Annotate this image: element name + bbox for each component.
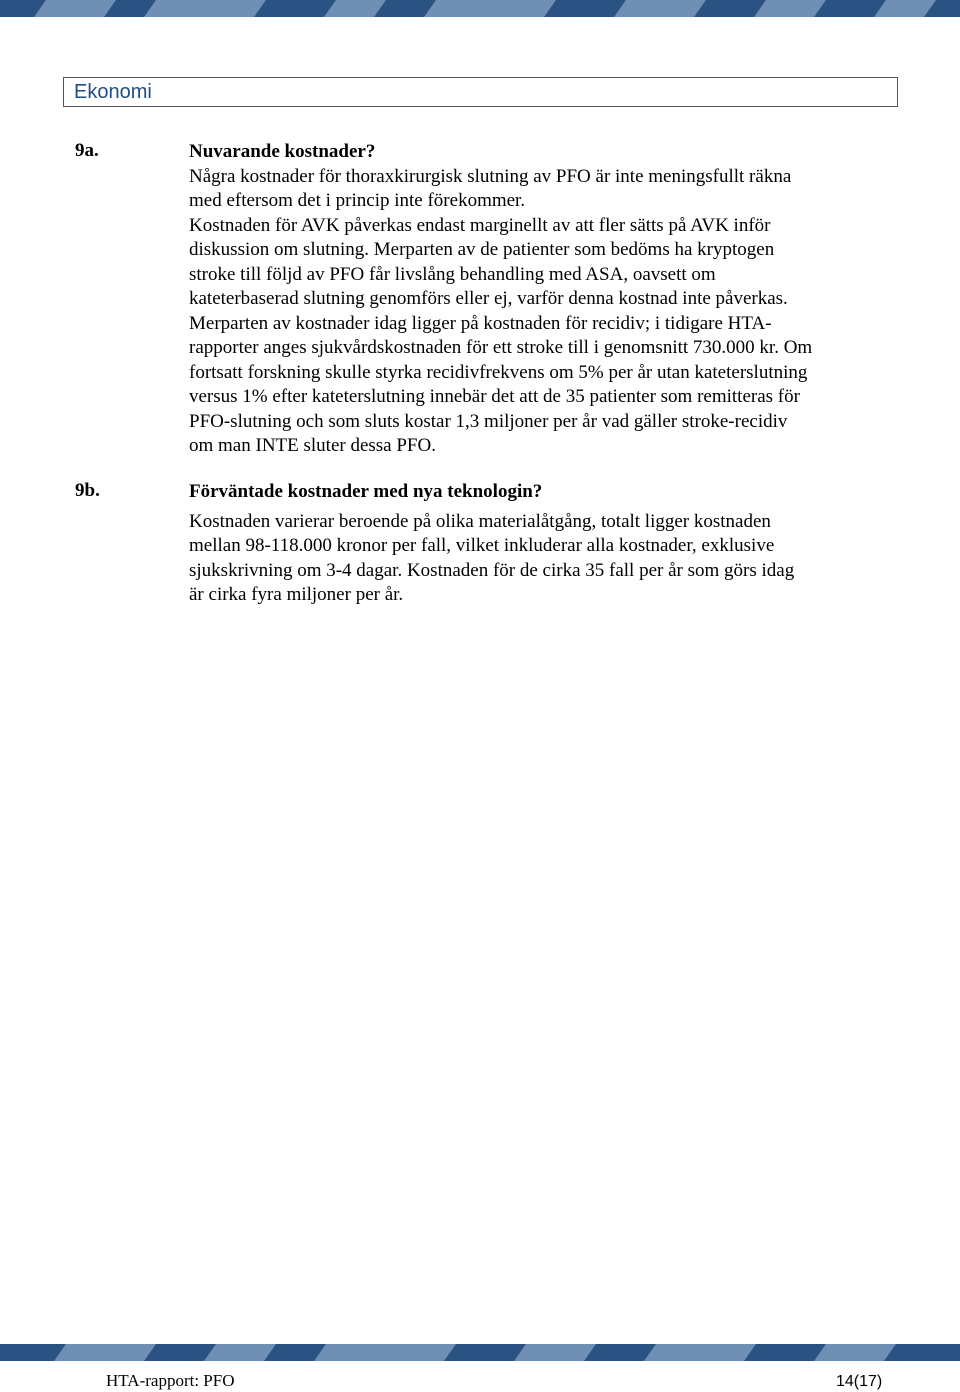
question-9b-number: 9b. bbox=[75, 480, 100, 501]
text-line: rapporter anges sjukvårdskostnaden för ett stroke till i genomsnitt 730.000 kr. Om bbox=[189, 337, 813, 358]
question-9a-number: 9a. bbox=[75, 140, 99, 161]
text-line: om man INTE sluter dessa PFO. bbox=[189, 435, 436, 456]
text-line: stroke till följd av PFO får livslång behandling med ASA, oavsett om bbox=[189, 263, 716, 285]
header-band bbox=[0, 0, 960, 17]
text-line: är cirka fyra miljoner per år. bbox=[189, 584, 404, 605]
question-9b-heading: Förväntade kostnader med nya teknologin? bbox=[189, 481, 543, 502]
text-line: mellan 98-118.000 kronor per fall, vilket inkluderar alla kostnader, exklusive bbox=[189, 535, 775, 556]
text-line: PFO-slutning och som sluts kostar 1,3 miljoner per år vad gäller stroke-recidiv bbox=[189, 410, 788, 432]
text-line: diskussion om slutning. Merparten av de patienter som bedöms ha kryptogen bbox=[189, 239, 775, 260]
text-line: Merparten av kostnader idag ligger på kostnaden för recidiv; i tidigare HTA- bbox=[189, 312, 772, 334]
text-line: Kostnaden för AVK påverkas endast marginellt av att fler sätts på AVK inför bbox=[189, 214, 771, 236]
text-line: versus 1% efter kateterslutning innebär det att de 35 patienter som remitteras för bbox=[189, 386, 800, 407]
section-header-box bbox=[63, 77, 898, 107]
footer-report-name: HTA-rapport: PFO bbox=[106, 1371, 235, 1390]
text-line: Kostnaden varierar beroende på olika materialåtgång, totalt ligger kostnaden bbox=[189, 510, 771, 532]
footer-band bbox=[0, 1344, 960, 1361]
question-9b bbox=[189, 480, 899, 608]
question-9a-heading: Nuvarande kostnader? bbox=[189, 141, 376, 162]
text-line: sjukskrivning om 3-4 dagar. Kostnaden för de cirka 35 fall per år som görs idag bbox=[189, 559, 795, 581]
question-9a bbox=[189, 140, 899, 459]
text-line: kateterbaserad slutning genomförs eller ej, varför denna kostnad inte påverkas. bbox=[189, 288, 788, 309]
footer-page-number: 14(17) bbox=[836, 1373, 883, 1390]
text-line: fortsatt forskning skulle styrka recidivfrekvens om 5% per år utan kateterslutning bbox=[189, 361, 808, 383]
text-line: Några kostnader för thoraxkirurgisk slutning av PFO är inte meningsfullt räkna bbox=[189, 165, 792, 187]
text-line: med eftersom det i princip inte förekommer. bbox=[189, 190, 526, 211]
section-title: Ekonomi bbox=[74, 81, 152, 103]
